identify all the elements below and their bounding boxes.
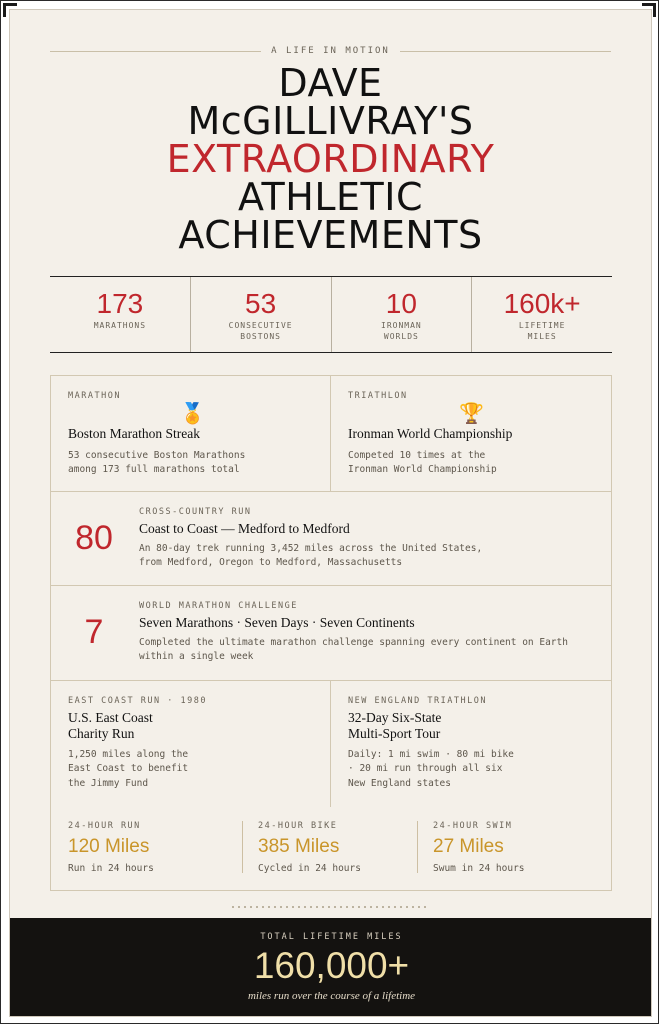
endurance-tag: 24-HOUR RUN — [68, 821, 141, 831]
card-tag: CROSS-COUNTRY RUN — [139, 507, 252, 517]
endurance-swim — [433, 821, 525, 877]
card-tag: WORLD MARATHON CHALLENGE — [139, 601, 298, 611]
kicker-rule-left — [50, 51, 261, 52]
endurance-card — [50, 807, 612, 891]
stat-label: BOSTONS — [240, 332, 281, 341]
stat-label: MARATHONS — [93, 321, 147, 330]
stat-label: IRONMAN — [381, 321, 422, 330]
stat-number: 173 — [96, 288, 144, 319]
card-desc: 1,250 miles along the — [68, 749, 189, 760]
card-desc: 53 consecutive Boston Marathons — [68, 450, 246, 461]
stat-label: MILES — [527, 332, 557, 341]
card-title: Charity Run — [68, 726, 135, 741]
card-desc: Ironman World Championship — [348, 464, 497, 475]
triathlon-card — [330, 375, 612, 492]
card-big-number: 7 — [84, 613, 104, 651]
card-title: Multi-Sport Tour — [348, 726, 441, 741]
stat-label: LIFETIME — [518, 321, 566, 330]
endurance-tag: 24-HOUR BIKE — [258, 821, 338, 831]
endurance-value: 120 Miles — [68, 836, 150, 857]
endurance-tag: 24-HOUR SWIM — [433, 821, 513, 831]
footer-banner — [10, 918, 652, 1017]
endurance-divider — [417, 821, 418, 873]
card-desc: among 173 full marathons total — [68, 464, 240, 475]
card-tag: TRIATHLON — [348, 391, 408, 401]
title-line-2: McGILLIVRAY'S — [187, 99, 474, 143]
stat-number: 10 — [385, 288, 417, 319]
infographic-paper — [9, 9, 652, 1017]
footer-number: 160,000+ — [253, 945, 410, 986]
world-marathon-card — [50, 585, 612, 681]
stat-label: CONSECUTIVE — [228, 321, 293, 330]
endurance-value: 27 Miles — [433, 836, 504, 857]
title-line-1: DAVE — [278, 61, 383, 105]
stats-bar — [50, 276, 612, 353]
card-title: Seven Marathons · Seven Days · Seven Continents — [139, 615, 415, 630]
card-title: 32-Day Six-State — [348, 710, 442, 725]
endurance-desc: Cycled in 24 hours — [258, 863, 361, 874]
dotted-divider — [230, 905, 430, 909]
card-desc: Competed 10 times at the — [348, 450, 486, 461]
endurance-desc: Swum in 24 hours — [433, 863, 525, 874]
stat-number: 53 — [245, 288, 277, 319]
card-tag: EAST COAST RUN · 1980 — [68, 696, 207, 706]
card-tag: NEW ENGLAND TRIATHLON — [348, 696, 487, 706]
card-title: Ironman World Championship — [348, 426, 513, 441]
endurance-divider — [242, 821, 243, 873]
title-line-3: EXTRAORDINARY — [166, 137, 495, 181]
marathon-card — [50, 375, 331, 492]
stat-ironman-worlds — [332, 277, 473, 352]
stat-marathons — [50, 277, 191, 352]
title-line-5: ACHIEVEMENTS — [178, 213, 483, 257]
footer-subtitle: miles run over the course of a lifetime — [247, 990, 416, 1002]
trophy-icon: 🏆 — [459, 403, 484, 425]
stat-lifetime-miles — [472, 277, 612, 352]
endurance-desc: Run in 24 hours — [68, 863, 154, 874]
stat-number: 160k+ — [503, 288, 581, 319]
card-title: Boston Marathon Streak — [68, 426, 200, 441]
endurance-bike — [258, 821, 361, 877]
card-desc: within a single week — [139, 651, 254, 662]
kicker — [50, 44, 611, 58]
endurance-run — [68, 821, 154, 877]
card-big-number: 80 — [75, 519, 113, 557]
east-coast-card — [50, 680, 331, 808]
title-line-4: ATHLETIC — [238, 175, 423, 219]
stat-consecutive-bostons — [191, 277, 332, 352]
card-desc: Daily: 1 mi swim · 80 mi bike — [348, 749, 514, 760]
card-desc: New England states — [348, 778, 451, 789]
card-desc: East Coast to benefit — [68, 763, 189, 774]
new-england-card — [330, 680, 612, 808]
kicker-rule-right — [400, 51, 611, 52]
card-desc: the Jimmy Fund — [68, 778, 149, 789]
kicker-text: A LIFE IN MOTION — [271, 46, 390, 56]
card-tag: MARATHON — [68, 391, 121, 401]
footer-label: TOTAL LIFETIME MILES — [260, 932, 403, 942]
cross-country-card — [50, 491, 612, 586]
page-title — [10, 61, 651, 257]
card-desc: Completed the ultimate marathon challenge spanning every continent on Earth — [139, 637, 568, 648]
medal-icon: 🏅 — [180, 403, 205, 425]
card-title: U.S. East Coast — [68, 710, 153, 725]
card-desc: · 20 mi run through all six — [348, 763, 503, 774]
endurance-value: 385 Miles — [258, 836, 340, 857]
card-title: Coast to Coast — Medford to Medford — [139, 521, 350, 536]
card-desc: An 80-day trek running 3,452 miles across the United States, — [139, 543, 483, 554]
card-desc: from Medford, Oregon to Medford, Massachusetts — [139, 557, 403, 568]
stat-label: WORLDS — [383, 332, 419, 341]
